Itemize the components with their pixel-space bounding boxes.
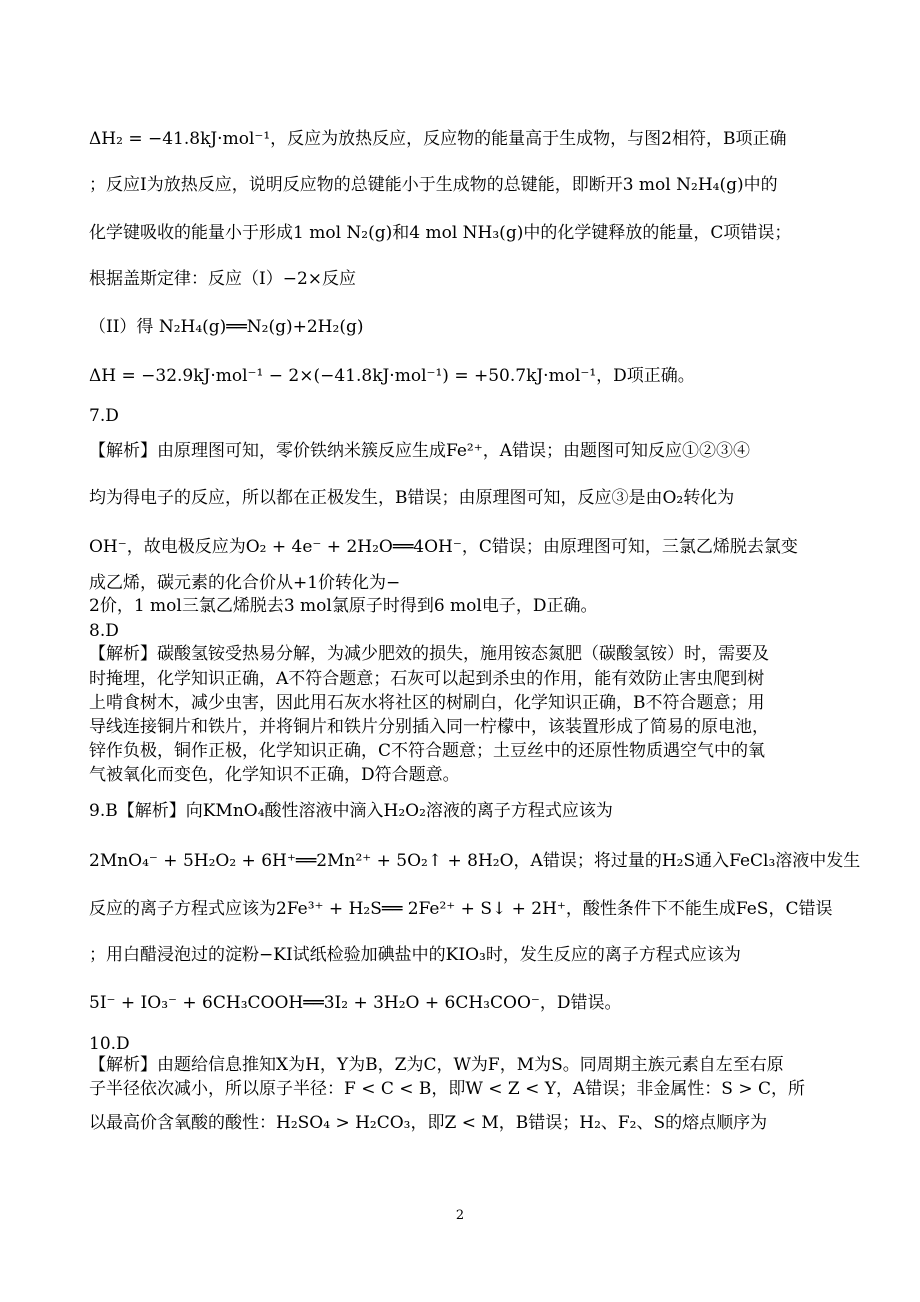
- text-line: 5I⁻ + IO₃⁻ + 6CH₃COOH══3I₂ + 3H₂O + 6CH₃COO⁻，D错误。: [89, 993, 622, 1013]
- text-line: 子半径依次减小，所以原子半径：F < C < B，即W < Z < Y，A错误；非金属性：S > C，所: [89, 1079, 805, 1099]
- text-line: （II）得 N₂H₄(g)══N₂(g)+2H₂(g): [89, 317, 364, 337]
- text-line: ΔH₂ = −41.8kJ·mol⁻¹，反应为放热反应，反应物的能量高于生成物，与图2相符，B项正确: [89, 129, 787, 149]
- text-line: 2价，1 mol三氯乙烯脱去3 mol氯原子时得到6 mol电子，D正确。: [89, 596, 598, 616]
- text-line: 锌作负极，铜作正极，化学知识正确，C不符合题意；土豆丝中的还原性物质遇空气中的氧: [89, 741, 766, 761]
- text-line: 9.B【解析】向KMnO₄酸性溶液中滴入H₂O₂溶液的离子方程式应该为: [89, 801, 613, 821]
- text-line: 均为得电子的反应，所以都在正极发生，B错误；由原理图可知，反应③是由O₂转化为: [89, 488, 735, 508]
- page-number: 2: [455, 1208, 465, 1223]
- text-line: 【解析】由原理图可知，零价铁纳米簇反应生成Fe²⁺，A错误；由题图可知反应①②③④: [89, 441, 750, 461]
- text-line: 反应的离子方程式应该为2Fe³⁺ + H₂S══ 2Fe²⁺ + S↓ + 2H⁺，酸性条件下不能生成FeS，C错误: [89, 899, 833, 919]
- text-line: 2MnO₄⁻ + 5H₂O₂ + 6H⁺══2Mn²⁺ + 5O₂↑ + 8H₂O，A错误；将过量的H₂S通入FeCl₃溶液中发生: [89, 851, 861, 871]
- text-line: ；用白醋浸泡过的淀粉−KI试纸检验加碘盐中的KIO₃时，发生反应的离子方程式应该为: [89, 945, 741, 965]
- text-line: 根据盖斯定律：反应（I）−2×反应: [89, 269, 357, 289]
- text-line: 气被氧化而变色，化学知识不正确，D符合题意。: [89, 765, 460, 785]
- text-line: 成乙烯，碳元素的化合价从+1价转化为−: [89, 573, 401, 593]
- question-number: 7.D: [89, 406, 119, 426]
- text-line: 导线连接铜片和铁片，并将铜片和铁片分别插入同一柠檬中，该装置形成了简易的原电池，: [89, 717, 769, 737]
- text-line: 上啃食树木，减少虫害，因此用石灰水将社区的树刷白，化学知识正确，B不符合题意；用: [89, 693, 765, 713]
- text-line: 【解析】碳酸氢铵受热易分解，为减少肥效的损失，施用铵态氮肥（碳酸氢铵）时，需要及: [89, 644, 769, 664]
- question-number: 8.D: [89, 621, 119, 641]
- text-line: 以最高价含氧酸的酸性：H₂SO₄ > H₂CO₃，即Z < M，B错误；H₂、F₂、S的熔点顺序为: [89, 1113, 768, 1133]
- text-line: 时掩埋，化学知识正确，A不符合题意；石灰可以起到杀虫的作用，能有效防止害虫爬到树: [89, 669, 765, 689]
- text-line: ；反应I为放热反应，说明反应物的总键能小于生成物的总键能，即断开3 mol N₂H₄(g)中的: [89, 175, 778, 195]
- question-number: 10.D: [89, 1034, 130, 1054]
- text-line: 化学键吸收的能量小于形成1 mol N₂(g)和4 mol NH₃(g)中的化学键释放的能量，C项错误；: [89, 223, 792, 243]
- text-line: 【解析】由题给信息推知X为H，Y为B，Z为C，W为F，M为S。同周期主族元素自左至右原: [89, 1055, 784, 1075]
- text-line: OH⁻，故电极反应为O₂ + 4e⁻ + 2H₂O══4OH⁻，C错误；由原理图可知，三氯乙烯脱去氯变: [89, 537, 798, 557]
- text-line: ΔH = −32.9kJ·mol⁻¹ − 2×(−41.8kJ·mol⁻¹) = +50.7kJ·mol⁻¹，D项正确。: [89, 366, 695, 386]
